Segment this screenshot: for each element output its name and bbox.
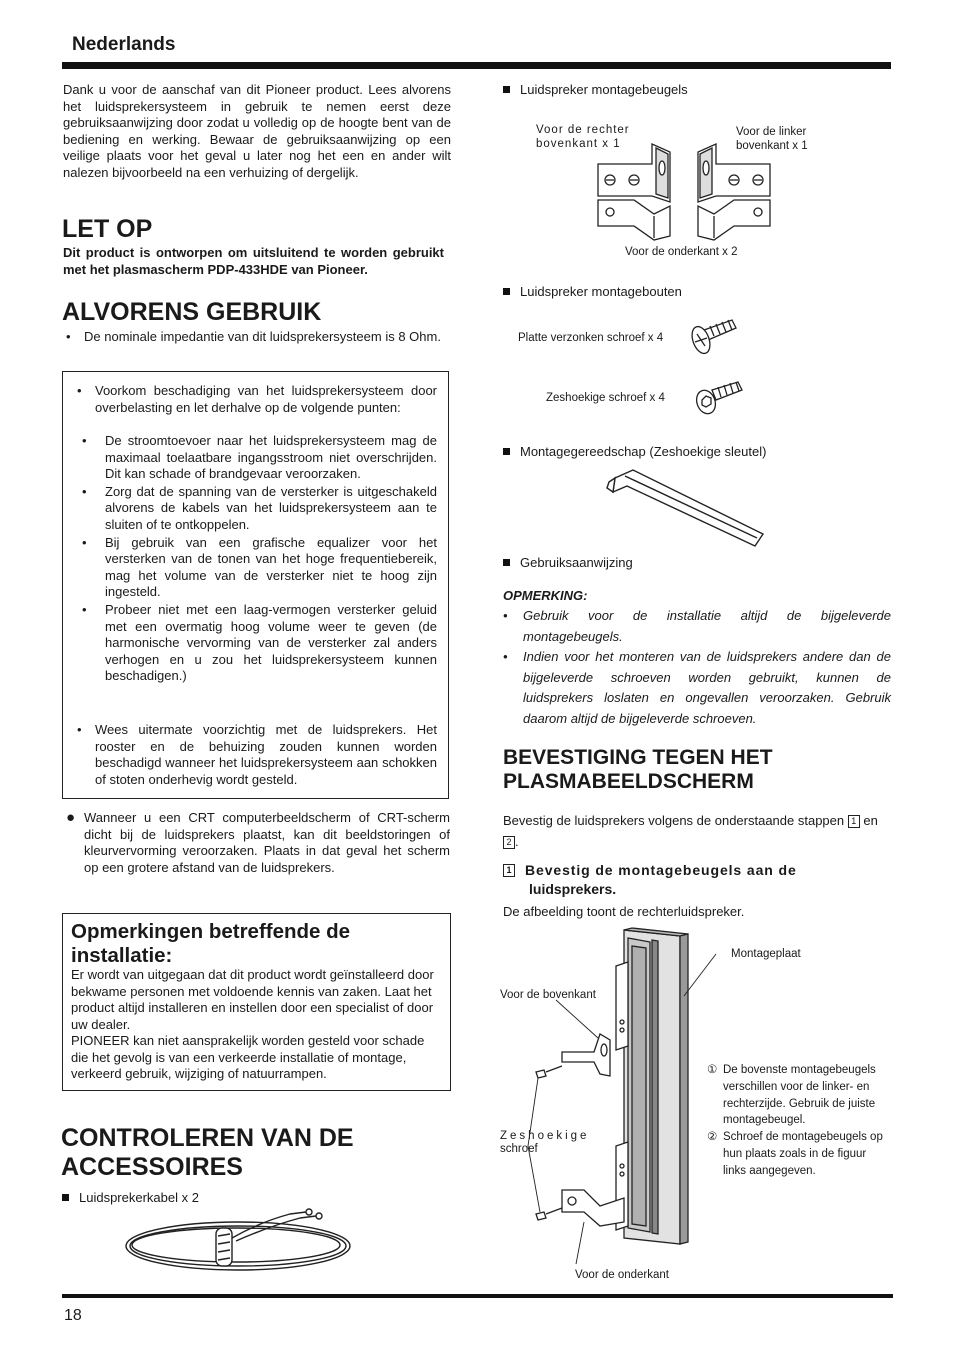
note-1-text: De bovenste montagebeugels verschillen voor de linker- en rechterzijde. Gebruik de juiste montagebeugel. (723, 1064, 876, 1127)
overload-sublist: • De stroomtoevoer naar het luidsprekersysteem mag de maximaal toelaatbare ingangsstroom niet overschrijden. Dit kan schade of brandgevaar veroorzaken. • Zorg dat de spanning van de versterker is uitgeschakeld alvorens de kabels van het luidsprekersysteem aan te sluiten of te ontkoppelen. • Bij gebruik van een grafische equalizer voor het versterken van de tonen van het hoge frequentiebereik, mag het volume van de versterker niet te hoog zijn ingesteld. • Probeer niet met een laag-vermogen versterker geluid met een overmatig hoog volume weer te geven (de harmonische vervorming van de versterker zal anders verhogen en u zou het luidsprekersysteem kunnen beschadigen.) (82, 433, 437, 684)
sub-bullet-3: Bij gebruik van een grafische equalizer voor het versterken van de tonen van het hoge frequentiebereik, mag het volume van de versterker niet te hoog zijn ingesteld. (105, 534, 437, 600)
opmerking-list: • Gebruik voor de installatie altijd de bijgeleverde montagebeugels. • Indien voor het monteren van de luidsprekers andere dan de bijgeleverde schroeven worden gebruikt, kunnen de luidsprekers loslaten en ongevallen veroorzaken. Gebruik daarom altijd de bijgeleverde schroeven. (503, 608, 891, 726)
step-ref-1: 1 (848, 815, 860, 828)
label-hex-screw: Zeshoekige schroef x 4 (546, 392, 665, 404)
opmerking-heading: OPMERKING: (503, 588, 588, 603)
warning-box (62, 371, 449, 799)
note-2-mark: ② (707, 1131, 718, 1144)
bevestiging-heading-line1: BEVESTIGING TEGEN HET (503, 746, 773, 769)
square-bullet-icon (503, 448, 510, 455)
sub-bullet-1: De stroomtoevoer naar het luidsprekersysteem mag de maximaal toelaatbare ingangsstroom niet overschrijden. Dit kan schade of brandgevaar veroorzaken. (105, 433, 437, 482)
flat-screw-icon (688, 318, 742, 358)
sub-bullet-4: Probeer niet met een laag-vermogen versterker geluid met een overmatig hoog volume weer te geven (de harmonische vervorming van de versterker zal anders verhogen en u zou het luidsprekersysteem kunnen beschadigen.) (105, 601, 437, 684)
let-op-heading: LET OP (62, 215, 153, 243)
square-bullet-icon (62, 1194, 69, 1201)
opmerking-item-2: Indien voor het monteren van de luidsprekers andere dan de bijgeleverde schroeven worden gebruikt, kunnen de luidsprekers loslaten en ongevallen veroorzaken. Gebruik daarom altijd de bijgeleverde schroeven. (523, 649, 891, 726)
crt-text: Wanneer u een CRT computerbeeldscherm of CRT-scherm dicht bij de luidsprekers plaatst, kan dit beeldstoringen of kleurvervorming veroorzaken. Plaats in dat geval het scherm op een grotere afstand van de luidsprekers. (84, 810, 450, 875)
label-left-top-2: bovenkant x 1 (736, 139, 808, 152)
gereedschap-heading: Montagegereedschap (Zeshoekige sleutel) (520, 444, 767, 459)
alvorens-heading: ALVORENS GEBRUIK (62, 298, 322, 326)
beugels-item (503, 82, 688, 99)
note-2-text: Schroef de montagebeugels op hun plaats zoals in de figuur links aangegeven. (723, 1131, 883, 1177)
warning-list: • Voorkom beschadiging van het luidsprekersysteem door overbelasting en let derhalve op de volgende punten: (77, 383, 437, 415)
page-number: 18 (64, 1307, 82, 1324)
label-bovenkant: Voor de bovenkant (500, 989, 596, 1001)
label-bottom-brackets: Voor de onderkant x 2 (625, 246, 738, 258)
language-heading: Nederlands (72, 34, 176, 55)
label-flat-screw: Platte verzonken schroef x 4 (518, 332, 664, 344)
bevestiging-intro: Bevestig de luidsprekers volgens de onderstaande stappen 1 en 2 . (503, 813, 878, 849)
bouten-item (503, 284, 682, 301)
gereedschap-item (503, 444, 766, 461)
sub-bullet-2: Zorg dat de spanning van de versterker is uitgeschakeld alvorens de kabels van het luidsprekersysteem aan te sluiten of te ontkoppelen. (105, 483, 437, 532)
hex-key-icon (605, 466, 767, 548)
installatie-p1: Er wordt van uitgegaan dat dit product wordt geïnstalleerd door bekwame personen met voldoende kennis van zaken. Laat het product altijd installeren en instellen door een specialist of door uw dealer. (71, 967, 434, 1032)
handleiding-item (503, 555, 633, 572)
crt-list: ● Wanneer u een CRT computerbeeldscherm of CRT-scherm dicht bij de luidsprekers plaatst, kan dit beeldstoringen of kleurvervorming veroorzaken. Plaats in dat geval het scherm op een grotere afstand van de luidsprekers. (66, 809, 450, 875)
care-list: • Wees uitermate voorzichtig met de luidsprekers. Het rooster en de behuizing zouden kunnen worden beschadigd wanneer het luidsprekersysteem aan schokken of stoten onderhevig wordt gesteld. (77, 722, 437, 787)
bevestiging-intro-en: en (863, 813, 878, 828)
label-montageplaat: Montageplaat (731, 948, 801, 960)
impedance-text: De nominale impedantie van dit luidsprekersysteem is 8 Ohm. (84, 329, 441, 344)
kabel-label: Luidsprekerkabel x 2 (79, 1190, 199, 1205)
impedance-bullet: • De nominale impedantie van dit luidsprekersysteem is 8 Ohm. (66, 329, 441, 344)
controleren-heading (61, 1124, 354, 1182)
figure-caption: De afbeelding toont de rechterluidspreker. (503, 904, 745, 919)
step-1-title-line2: luidsprekers. (529, 881, 617, 897)
bouten-heading: Luidspreker montagebouten (520, 284, 682, 299)
speaker-mounting-figure (528, 926, 728, 1266)
bevestiging-heading-line2: PLASMABEELDSCHERM (503, 770, 754, 793)
figure-notes (707, 1062, 887, 1180)
kabel-item (62, 1190, 199, 1207)
controleren-heading-line2: ACCESSOIRES (61, 1153, 243, 1181)
note-1-mark: ① (707, 1064, 718, 1076)
let-op-text: Dit product is ontworpen om uitsluitend te worden gebruikt met het plasmascherm PDP-433HDE van Pioneer. (63, 245, 444, 277)
label-schroef: schroef (500, 1143, 538, 1155)
step-1-number: 1 (503, 864, 515, 877)
footer-rule (62, 1294, 893, 1298)
overload-bullet: Voorkom beschadiging van het luidsprekersysteem door overbelasting en let derhalve op de volgende punten: (95, 383, 437, 415)
mounting-brackets-illustration (594, 140, 774, 240)
beugels-heading: Luidspreker montagebeugels (520, 82, 688, 97)
intro-paragraph: Dank u voor de aanschaf van dit Pioneer product. Lees alvorens het luidsprekersysteem in gebruik te nemen eerst deze gebruiksaanwijzing door zodat u volledig op de hoogte bent van de bediening en werking. Bewaar de gebruiksaanwijzing op een veilige plaats voor het geval u later nog het een en ander wilt nalezen bijvoorbeeld na een verhuizing of dergelijk. (63, 82, 451, 180)
bevestiging-intro-text: Bevestig de luidsprekers volgens de onderstaande stappen (503, 813, 845, 828)
step-ref-2: 2 (503, 836, 515, 849)
handleiding-heading: Gebruiksaanwijzing (520, 555, 633, 570)
square-bullet-icon (503, 86, 510, 93)
header-rule (62, 62, 891, 69)
installatie-p2: PIONEER kan niet aansprakelijk worden gesteld voor schade die het gevolg is van een verkeerde installatie of montage, verkeerd gebruik, wijziging of natuurrampen. (71, 1033, 425, 1082)
label-right-top-2: bovenkant x 1 (536, 137, 621, 150)
installatie-box (62, 913, 451, 1091)
label-left-top-1: Voor de linker (736, 126, 807, 138)
label-onderkant: Voor de onderkant (575, 1269, 669, 1281)
step-1-title-line1: Bevestig de montagebeugels aan de (525, 862, 797, 878)
installatie-heading: Opmerkingen betreffende de installatie: (71, 920, 351, 967)
label-zeshoekige: Zeshoekige (500, 1130, 590, 1142)
speaker-cable-illustration (120, 1208, 360, 1280)
square-bullet-icon (503, 559, 510, 566)
square-bullet-icon (503, 288, 510, 295)
label-right-top-1: Voor de rechter (536, 124, 630, 136)
bevestiging-heading (503, 746, 773, 794)
care-bullet: Wees uitermate voorzichtig met de luidsprekers. Het rooster en de behuizing zouden kunnen worden beschadigd wanneer het luidsprekersysteem aan schokken of stoten onderhevig wordt gesteld. (95, 722, 437, 787)
hex-screw-icon (692, 378, 746, 418)
opmerking-item-1: Gebruik voor de installatie altijd de bijgeleverde montagebeugels. (523, 608, 891, 644)
controleren-heading-line1: CONTROLEREN VAN DE (61, 1124, 354, 1152)
step-1-heading (503, 861, 893, 899)
